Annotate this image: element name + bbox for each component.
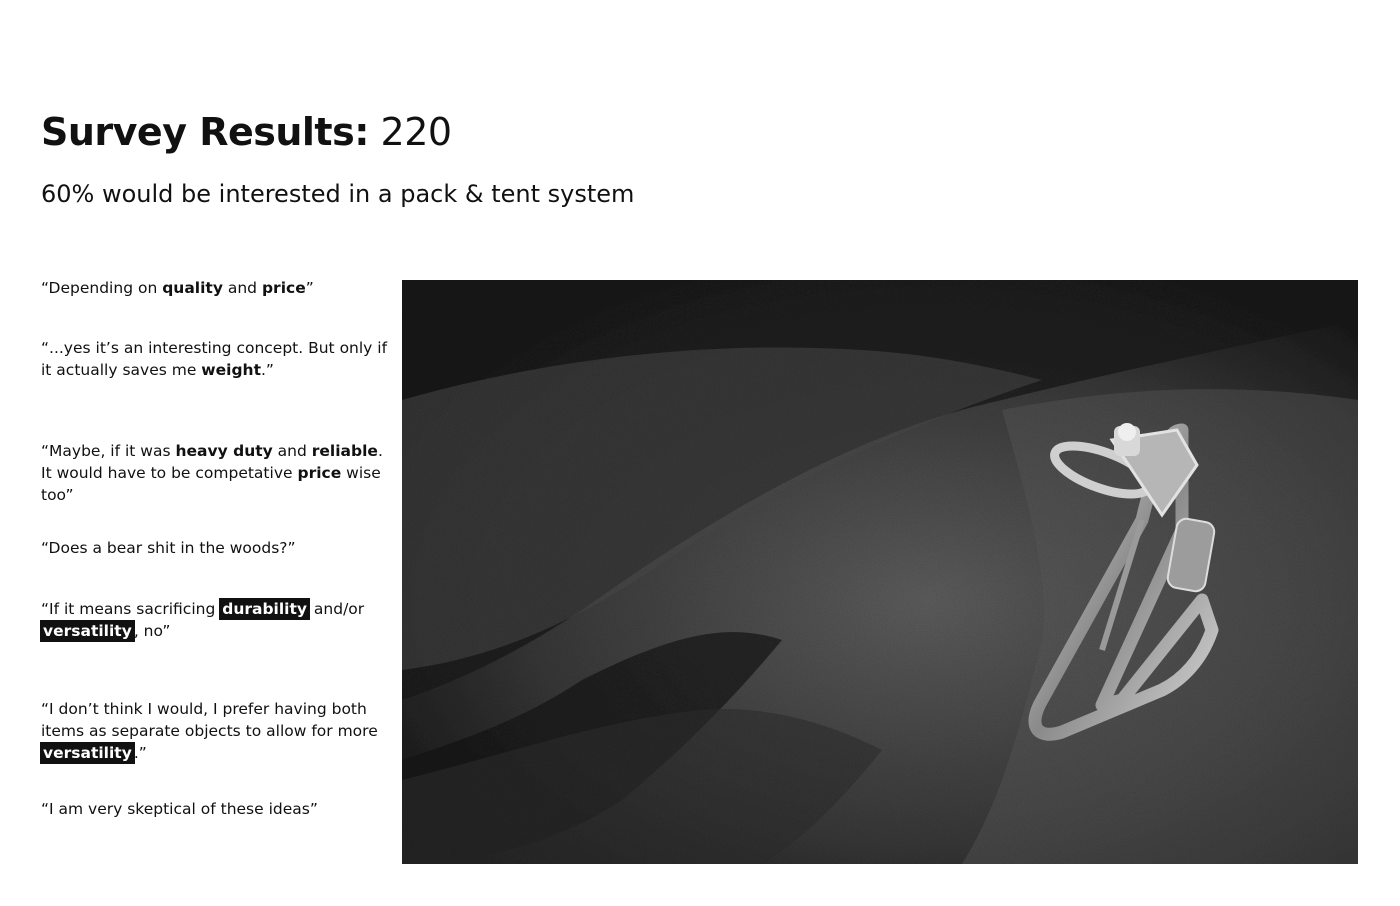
page-title-label: Survey Results: bbox=[41, 110, 369, 154]
quote-text: “...yes it’s an interesting concept. But only if it actually saves me bbox=[41, 339, 388, 379]
emphasis-keyword: quality bbox=[162, 279, 223, 297]
emphasis-keyword: price bbox=[297, 464, 342, 482]
quote-text: “Maybe, if it was bbox=[41, 442, 176, 460]
emphasis-keyword: price bbox=[261, 279, 306, 297]
quote-text: , no” bbox=[133, 622, 171, 640]
emphasis-keyword: heavy duty bbox=[175, 442, 273, 460]
highlighted-keyword: durability bbox=[222, 600, 307, 618]
quote-text: .” bbox=[133, 744, 147, 762]
quote-text: wise too” bbox=[41, 464, 381, 504]
quote-item bbox=[41, 698, 391, 764]
emphasis-keyword: reliable bbox=[311, 442, 378, 460]
quote-text: and bbox=[272, 442, 312, 460]
quote-text: and bbox=[222, 279, 262, 297]
highlighted-keyword: versatility bbox=[43, 744, 132, 762]
quote-item bbox=[41, 798, 391, 820]
quote-text: . It would have to be competative bbox=[41, 442, 383, 482]
emphasis-keyword: weight bbox=[201, 361, 261, 379]
quote-item bbox=[41, 337, 391, 381]
page-subtitle: 60% would be interested in a pack & tent system bbox=[41, 180, 635, 208]
quote-item bbox=[41, 598, 391, 642]
quote-text: “Depending on bbox=[41, 279, 163, 297]
highlighted-keyword: versatility bbox=[43, 622, 132, 640]
quote-text: “I am very skeptical of these ideas” bbox=[41, 800, 318, 818]
quote-text: “I don’t think I would, I prefer having both items as separate objects to allow for more bbox=[41, 700, 378, 740]
carabiner-photo bbox=[402, 280, 1358, 864]
quote-text: “Does a bear shit in the woods?” bbox=[41, 539, 296, 557]
quote-text: ” bbox=[305, 279, 314, 297]
quote-text: “If it means sacrificing bbox=[41, 600, 221, 618]
survey-count: 220 bbox=[380, 110, 452, 154]
quote-text: .” bbox=[260, 361, 274, 379]
quote-item bbox=[41, 440, 391, 506]
quote-item bbox=[41, 537, 391, 559]
quote-item bbox=[41, 277, 391, 299]
page-title bbox=[41, 110, 452, 154]
quote-text: and/or bbox=[309, 600, 365, 618]
